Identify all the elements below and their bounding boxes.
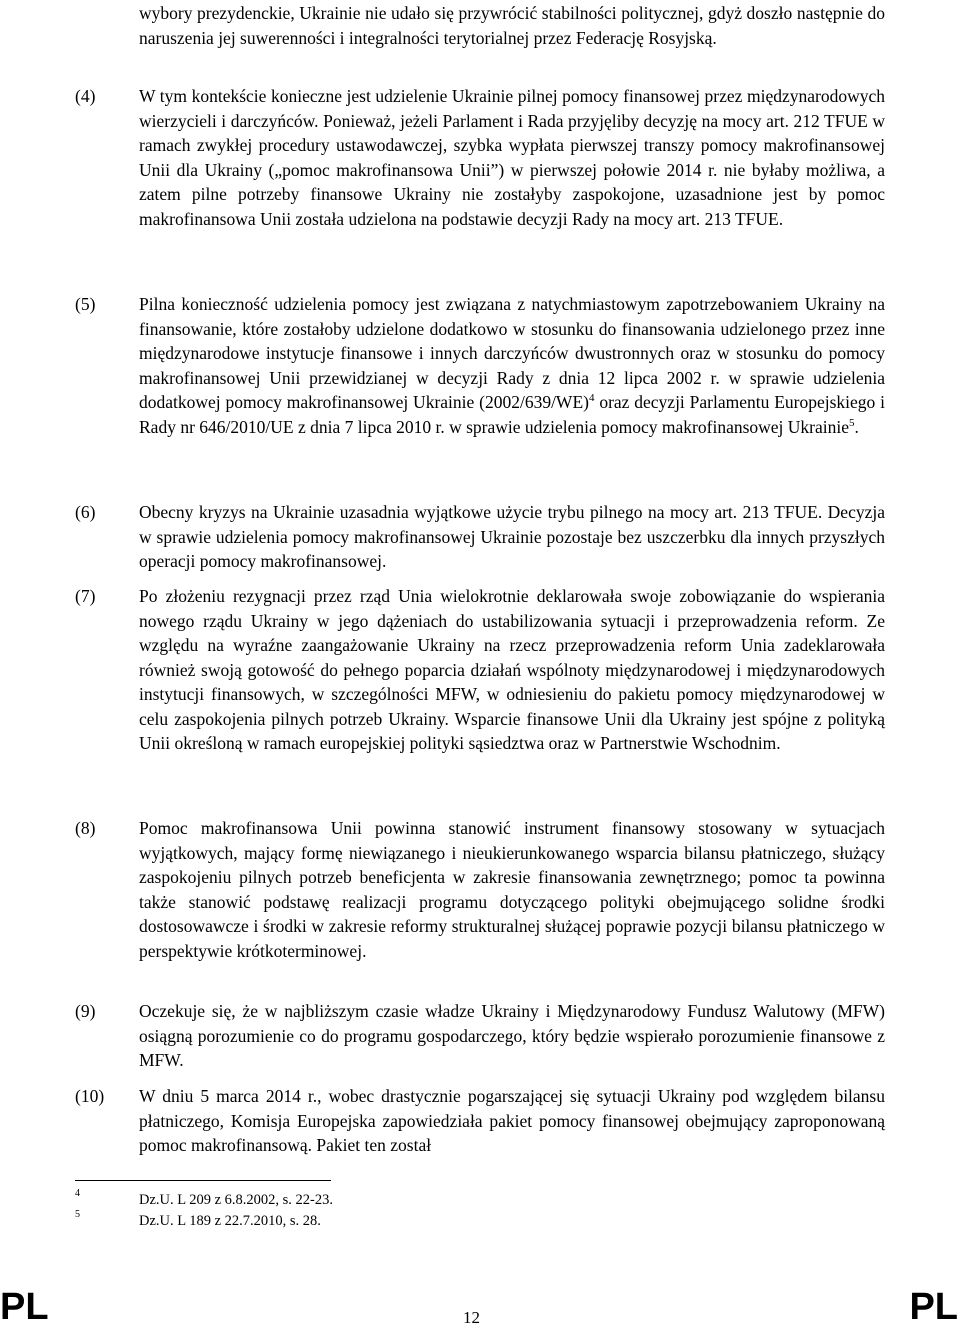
paragraph-text: W dniu 5 marca 2014 r., wobec drastycznie pogarszającej się sytuacji Ukrainy pod względem bilansu płatniczego, Komisja Europejska zapowiedziała pakiet pomocy finansowej obejmujący zaproponowaną pomoc makrofinansową. Pakiet ten został xyxy=(139,1086,885,1155)
paragraph-text: wybory prezydenckie, Ukrainie nie udało się przywrócić stabilności politycznej, gdyż doszło następnie do naruszenia jej suwerenności i integralności terytorialnej przez Federację Rosyjską. xyxy=(139,3,885,48)
paragraph-text: W tym kontekście konieczne jest udzielenie Ukrainie pilnej pomocy finansowej przez międzynarodowych wierzycieli i darczyńców. Ponieważ, jeżeli Parlament i Rada przyjęliby decyzję na mocy art. 212 TFUE w ramach zwykłej procedury ustawodawczej, szybka wypłata pierwszej transzy pomocy makrofinansowej Unii dla Ukrainy („pomoc makrofinansowa Unii”) w pierwszej połowie 2014 r. nie byłaby możliwa, a zatem pilne potrzeby finansowe Ukrainy nie zostałyby zaspokojone, uzasadnione jest by pomoc makrofinansowa Unii została udzielona na podstawie decyzji Rady na mocy art. 213 TFUE. xyxy=(139,86,885,229)
paragraph-number: (6) xyxy=(75,502,96,522)
footnote-separator xyxy=(75,1180,331,1181)
paragraph-text xyxy=(139,292,885,439)
footnote-number: 4 xyxy=(75,1188,80,1199)
footer-language-left: PL xyxy=(0,1286,49,1328)
footnote-text: Dz.U. L 189 z 22.7.2010, s. 28. xyxy=(139,1213,321,1229)
paragraph-text: Po złożeniu rezygnacji przez rząd Unia wielokrotnie deklarowała swoje zobowiązanie do wspierania nowego rządu Ukrainy w jego dążeniach do ustabilizowania sytuacji i przeprowadzenia reform. Ze względu na wyraźne zaangażowanie Ukrainy na rzecz przeprowadzenia reform Unia zadeklarowała również swoją gotowość do pełnego poparcia działań wspólnoty międzynarodowej i międzynarodowych instytucji finansowych, w szczególności MFW, w odniesieniu do pakietu pomocy międzynarodowej w celu zaspokojenia pilnych potrzeb Ukrainy. Wsparcie finansowe Unii dla Ukrainy jest spójne z polityką Unii określoną w ramach europejskiej polityki sąsiedztwa oraz w Partnerstwie Wschodnim. xyxy=(139,586,885,753)
page-number: 12 xyxy=(463,1308,480,1327)
paragraph-text: Oczekuje się, że w najbliższym czasie władze Ukrainy i Międzynarodowy Fundusz Walutowy (MFW) osiągną porozumienie co do programu gospodarczego, który będzie wspierało porozumienie finansowe z MFW. xyxy=(139,1001,885,1070)
footnote-ref-4[interactable]: 4 xyxy=(588,392,595,405)
paragraph-number: (7) xyxy=(75,586,96,606)
paragraph-number: (5) xyxy=(75,294,96,314)
paragraph-text: Obecny kryzys na Ukrainie uzasadnia wyjątkowe użycie trybu pilnego na mocy art. 213 TFUE. Decyzja w sprawie udzielenia pomocy makrofinansowej Ukrainie pozostaje bez uszczerbku dla innych przyszłych operacji pomocy makrofinansowej. xyxy=(139,502,885,571)
paragraph-text-part: . xyxy=(854,416,859,437)
paragraph-text: Pomoc makrofinansowa Unii powinna stanowić instrument finansowy stosowany w sytuacjach wyjątkowych, mający formę niewiązanego i nieukierunkowanego wsparcia bilansu płatniczego, służący zaspokojeniu pilnych potrzeb beneficjenta w zakresie finansowania zewnętrznego; pomoc ta powinna także stanowić podstawę realizacji programu dotyczącego polityki obejmującego solidne środki dostosowawcze i środki w zakresie reformy strukturalnej służącej poprawie pozycji bilansu płatniczego w perspektywie krótkoterminowej. xyxy=(139,818,885,961)
footnote-number: 5 xyxy=(75,1209,80,1220)
paragraph-number: (9) xyxy=(75,1001,96,1021)
paragraph-text-part: oraz decyzji Parlamentu Europejskiego i Rady nr 646/2010/UE z dnia 7 lipca 2010 r. w sprawie udzielenia pomocy makrofinansowej Ukrainie xyxy=(139,392,885,437)
paragraph-number: (4) xyxy=(75,86,96,106)
footer-language-right: PL xyxy=(909,1286,958,1328)
paragraph-text-part: Pilna konieczność udzielenia pomocy jest związana z natychmiastowym zapotrzebowaniem Ukrainy na finansowanie, które zostałoby udzielone dodatkowo w stosunku do finansowania udzielonego przez inne międzynarodowe instytucje finansowe i innych darczyńców dwustronnych oraz w stosunku do pomocy makrofinansowej Unii przewidzianej w decyzji Rady z dnia 12 lipca 2002 r. w sprawie udzielenia dodatkowej pomocy makrofinansowej Ukrainie (2002/639/WE) xyxy=(139,294,885,412)
footnote-ref-5[interactable]: 5 xyxy=(849,416,855,429)
paragraph-number: (8) xyxy=(75,818,96,838)
footnote-text: Dz.U. L 209 z 6.8.2002, s. 22-23. xyxy=(139,1192,333,1208)
paragraph-number: (10) xyxy=(75,1086,105,1106)
